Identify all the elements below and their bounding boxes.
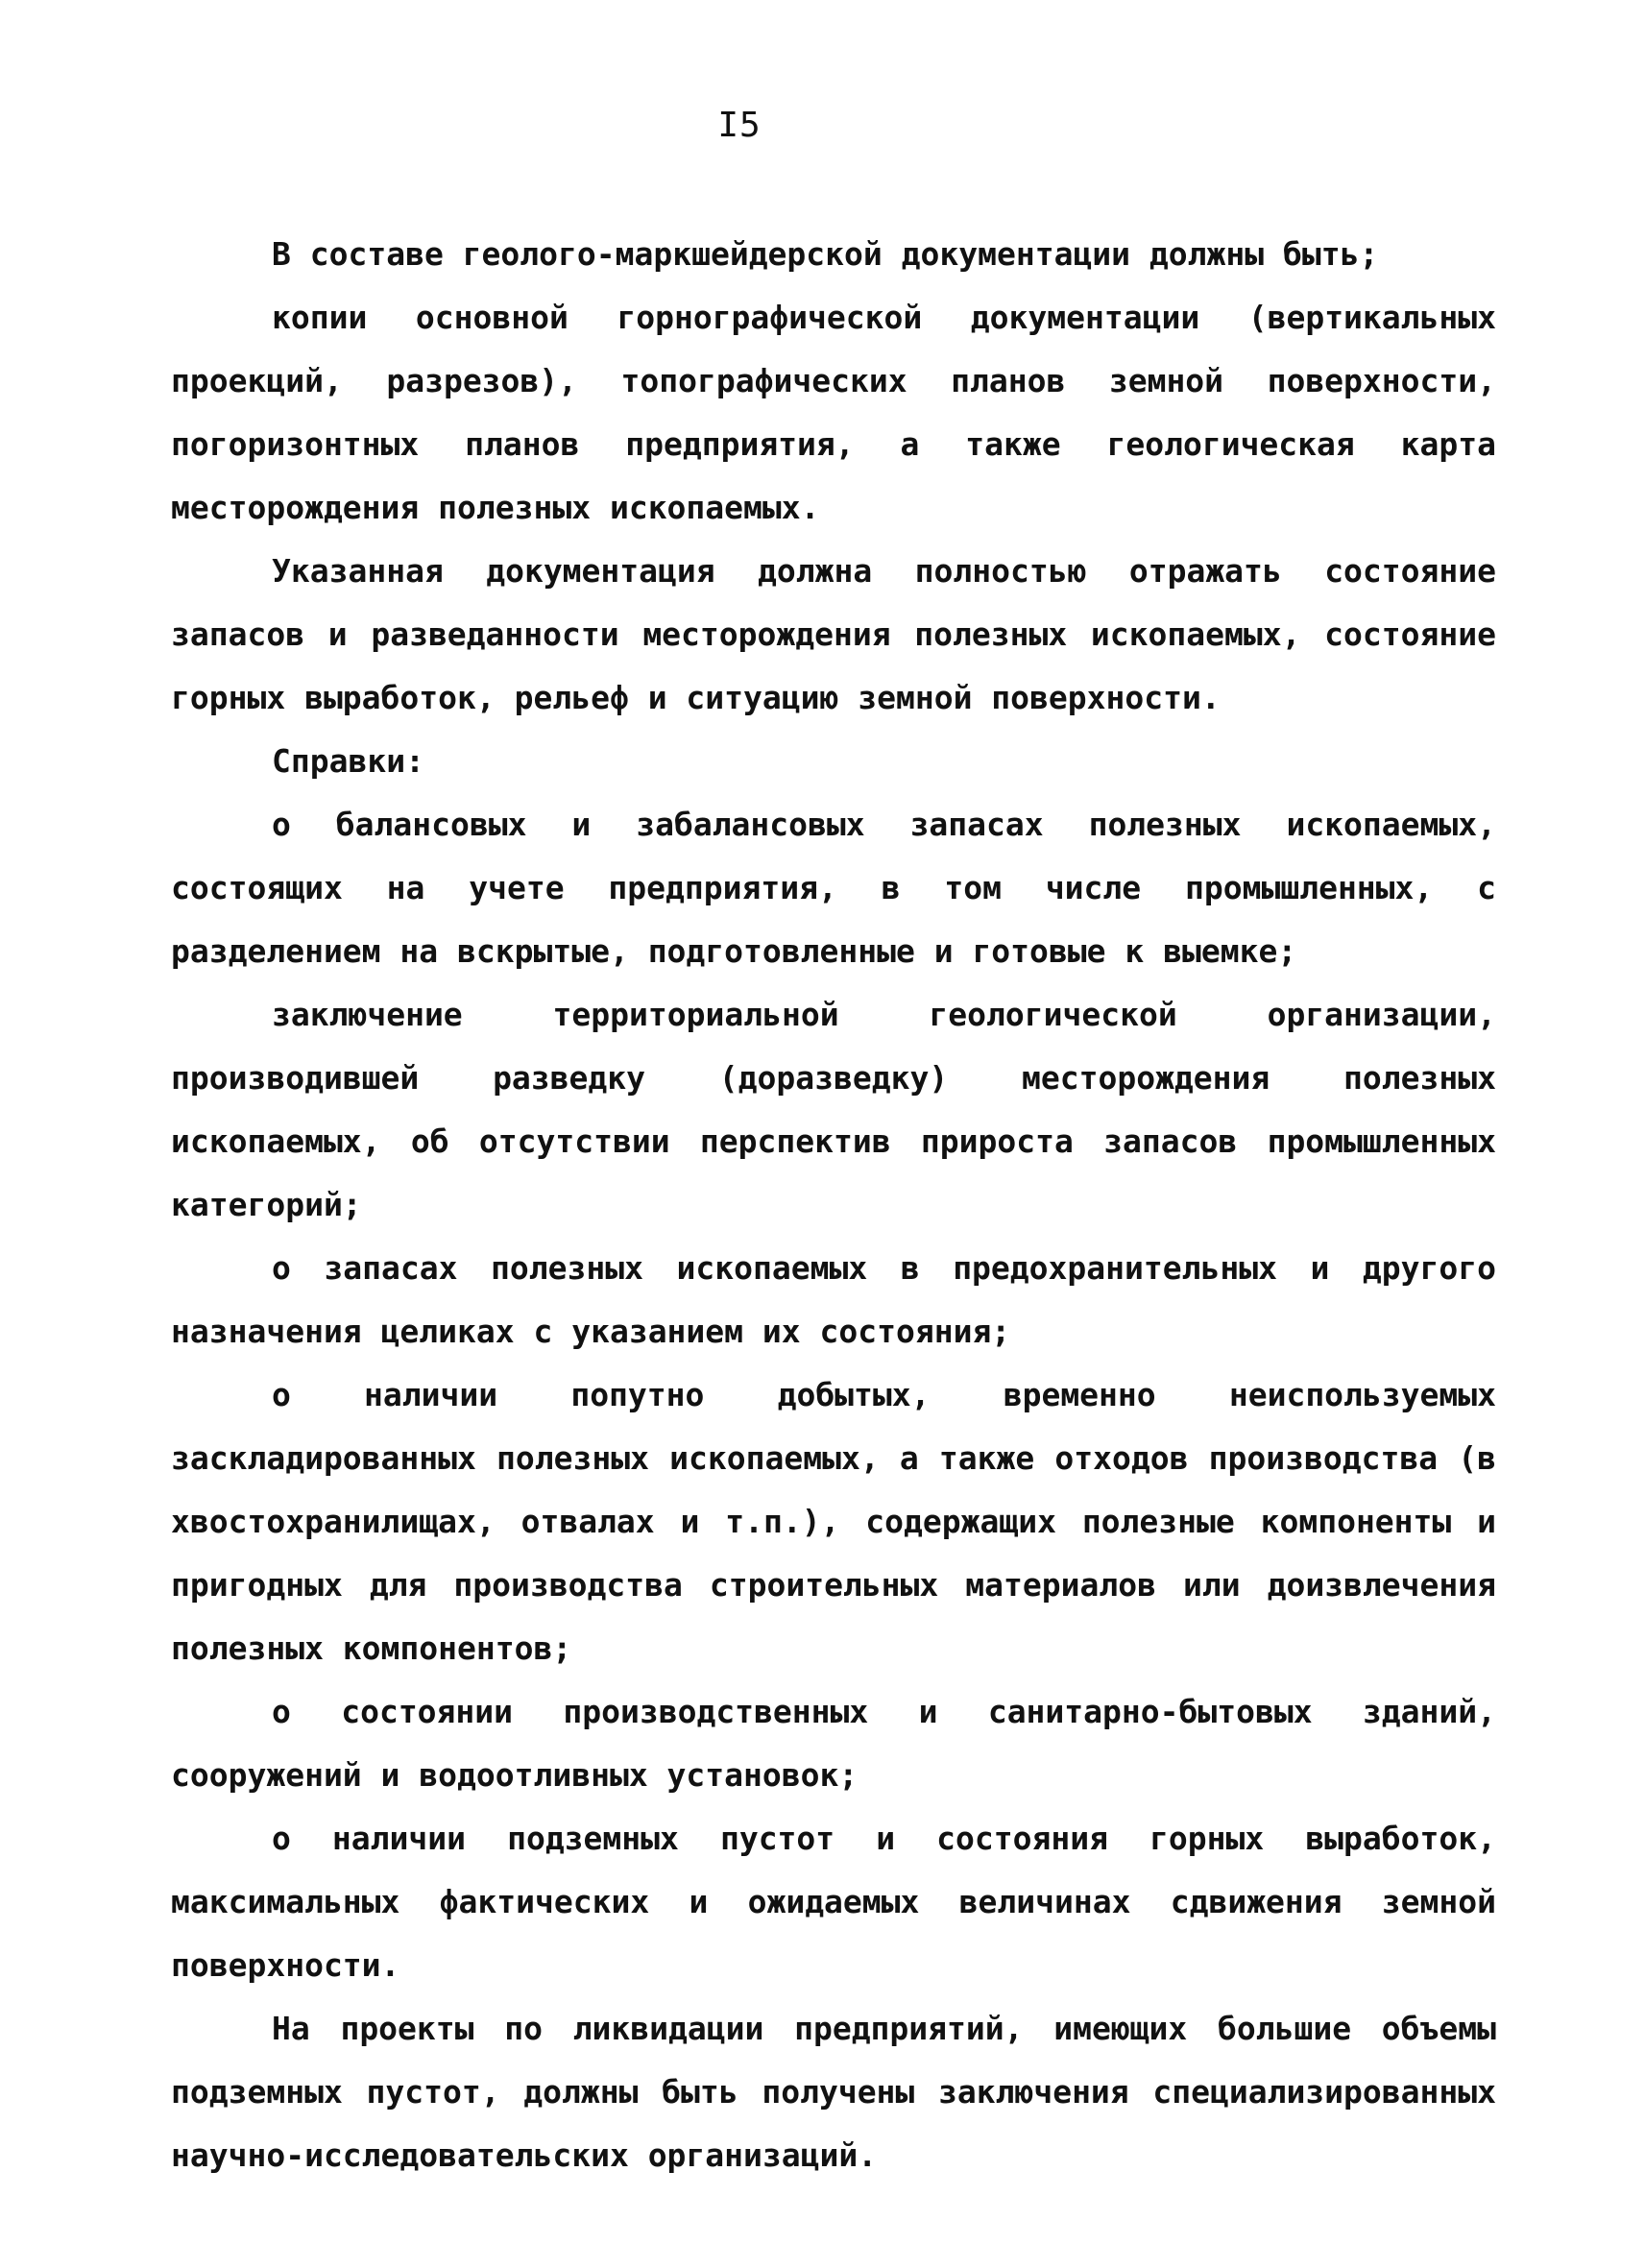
paragraph-references-heading: Справки: bbox=[272, 742, 424, 780]
paragraph-documentation-composition: В составе геолого-маркшейдерской документации должны быть; bbox=[272, 235, 1379, 273]
page-number: I5 bbox=[717, 106, 762, 145]
paragraph-documentation-requirements: Указанная документация должна полностью отражать состояние запасов и разведанности месторождения полезных ископаемых, состояние горных выработок, рельеф и ситуацию земной поверхности. bbox=[171, 552, 1496, 716]
paragraph-buildings-condition: о состоянии производственных и санитарно-бытовых зданий, сооружений и водоотливных установок; bbox=[171, 1693, 1496, 1794]
paragraph-reserves-balance: о балансовых и забалансовых запасах полезных ископаемых, состоящих на учете предприятия, в том числе промышленных, с разделением на вскрытые, подготовленные и готовые к выемке; bbox=[171, 806, 1496, 970]
paragraph-pillar-reserves: о запасах полезных ископаемых в предохранительных и другого назначения целиках с указанием их состояния; bbox=[171, 1249, 1496, 1350]
paragraph-underground-voids: о наличии подземных пустот и состояния горных выработок, максимальных фактических и ожидаемых величинах сдвижения земной поверхности. bbox=[171, 1820, 1496, 1984]
paragraph-liquidation-projects: На проекты по ликвидации предприятий, имеющих большие объемы подземных пустот, должны быть получены заключения специализированных научно-исследовательских организаций. bbox=[171, 2010, 1496, 2174]
paragraph-stored-minerals: о наличии попутно добытых, временно неиспользуемых заскладированных полезных ископаемых, а также отходов производства (в хвостохранилищах, отвалах и т.п.), содержащих полезные компоненты и пригодных для производства строительных материалов или доизвлечения полезных компонентов; bbox=[171, 1376, 1496, 1667]
paragraph-documentation-copies: копии основной горнографической документации (вертикальных проекций, разрезов), топографических планов земной поверхности, погоризонтных планов предприятия, а также геологическая карта месторождения полезных ископаемых. bbox=[171, 299, 1496, 526]
paragraph-geological-conclusion: заключение территориальной геологической организации, производившей разведку (доразведку) месторождения полезных ископаемых, об отсутствии перспектив прироста запасов промышленных категорий; bbox=[171, 996, 1496, 1223]
document-body bbox=[171, 223, 1496, 2187]
